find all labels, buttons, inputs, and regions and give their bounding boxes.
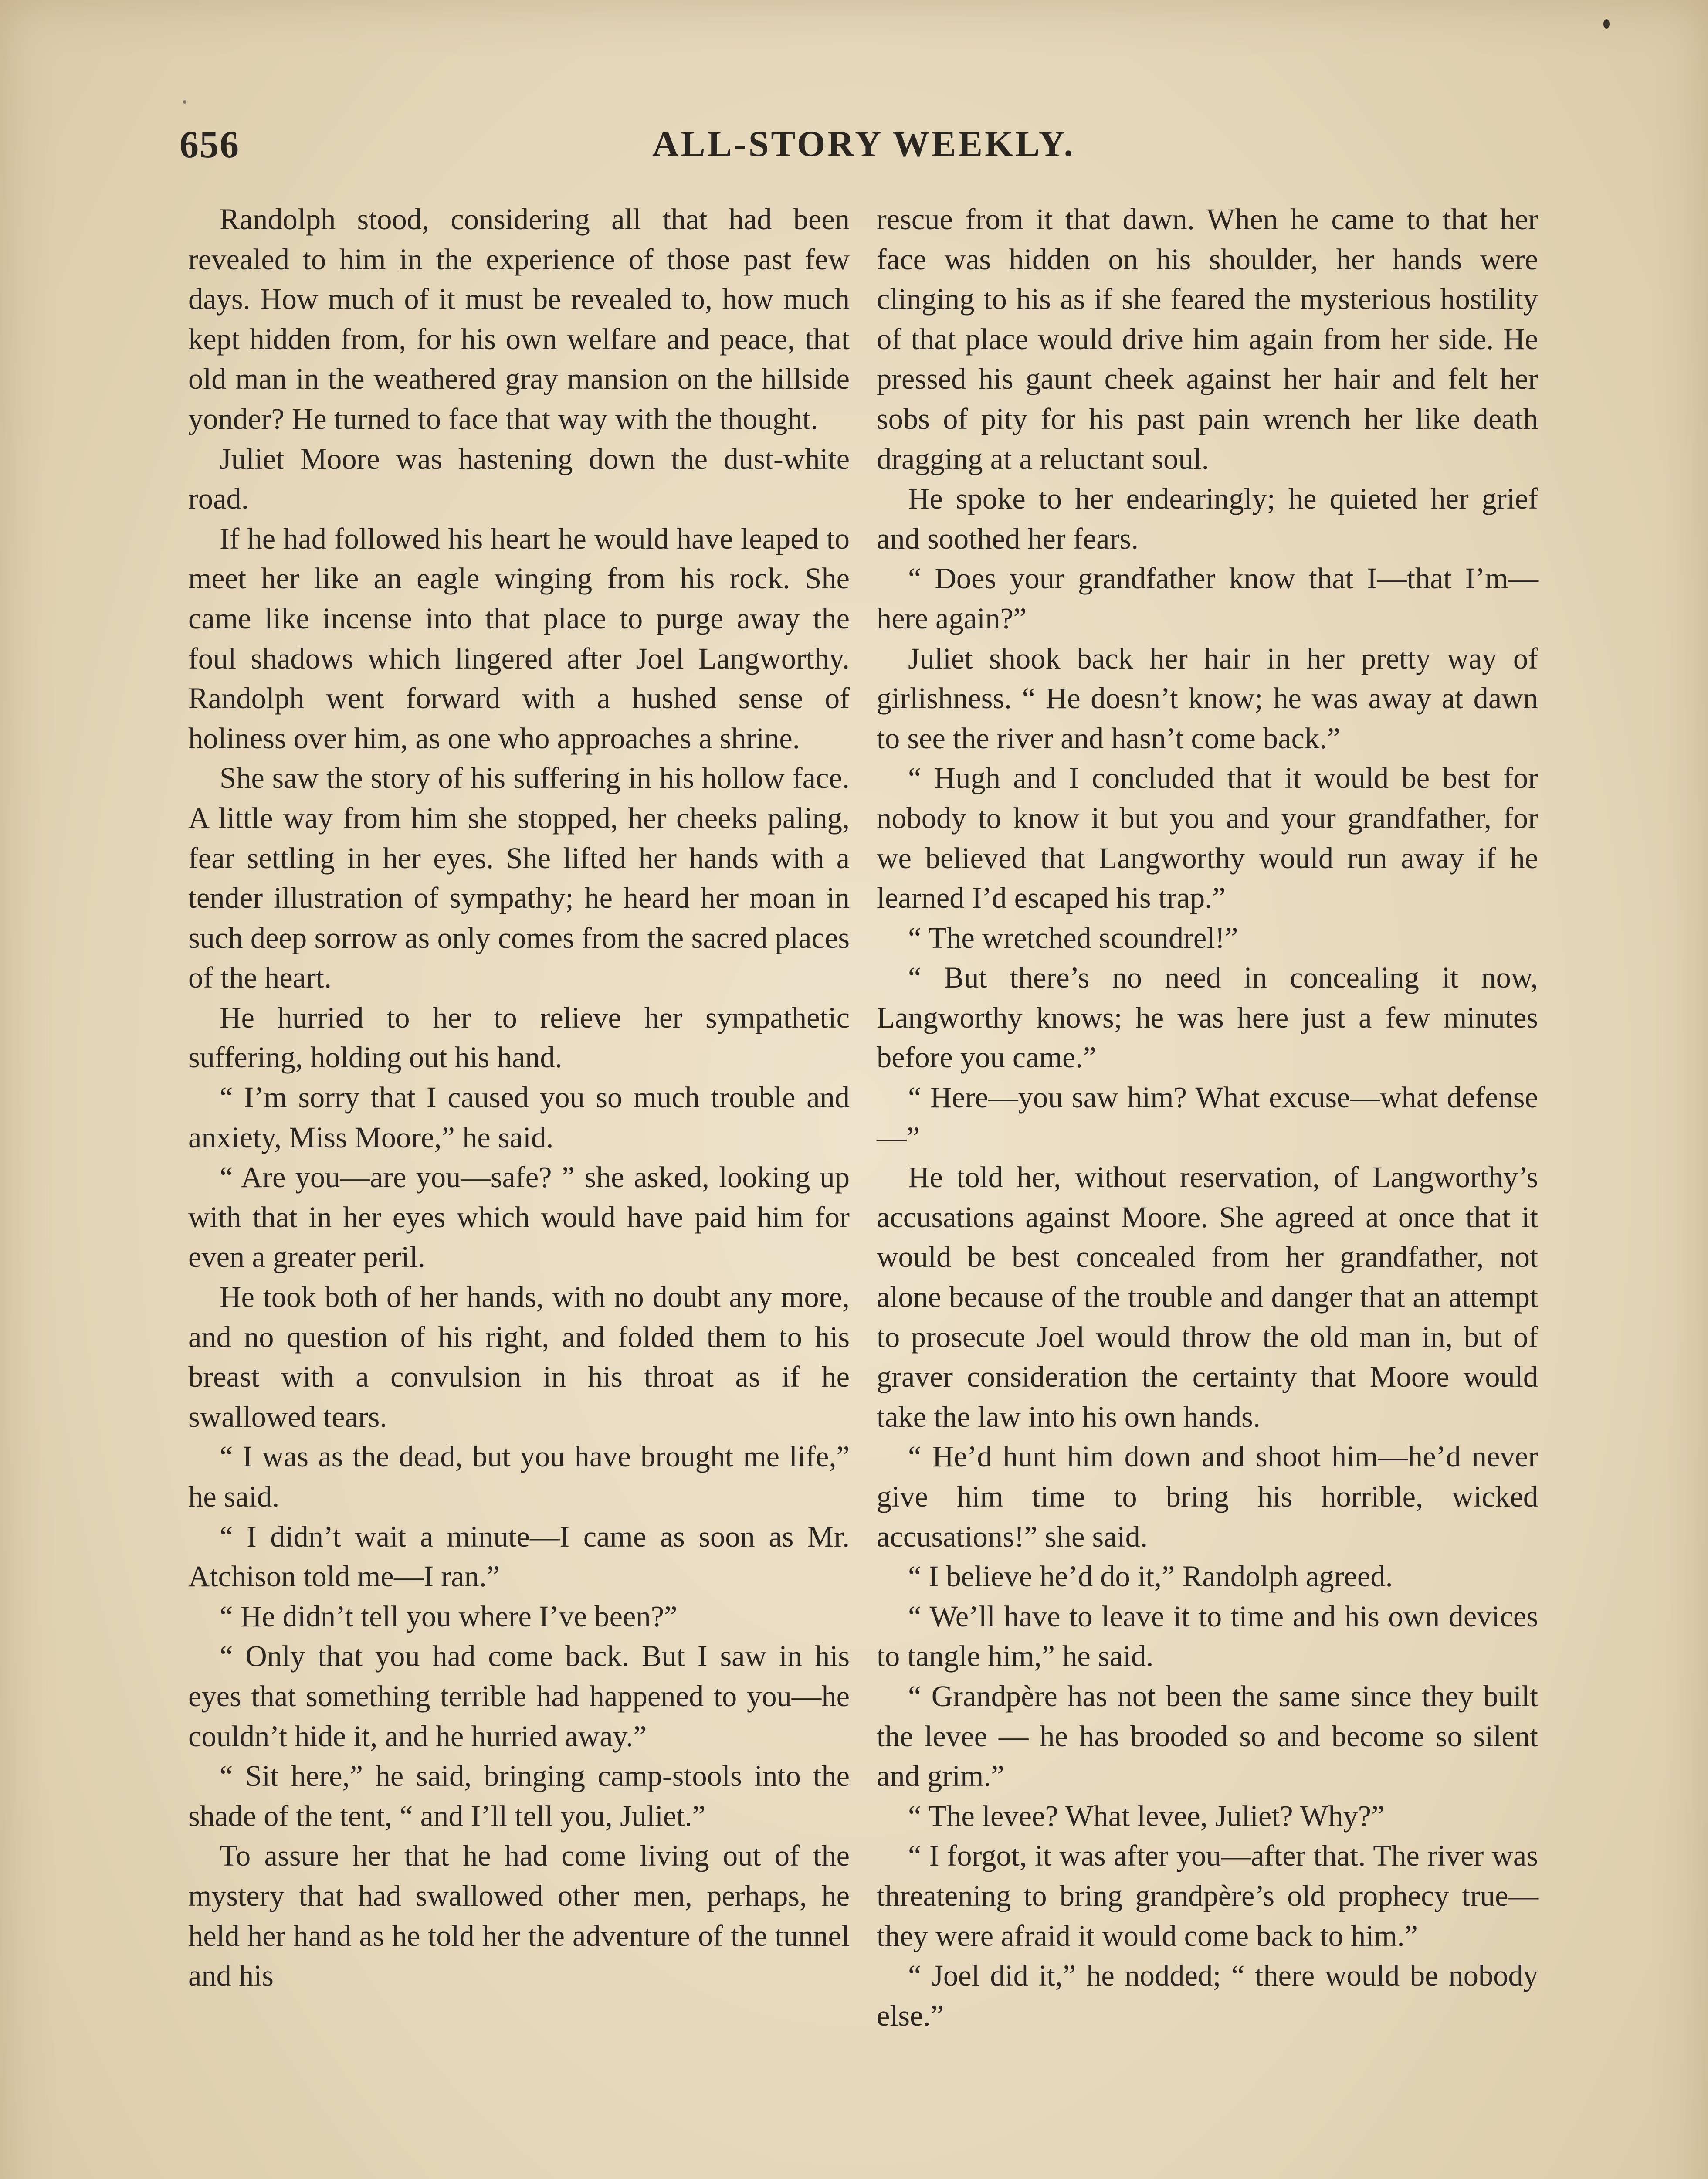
paragraph: She saw the story of his suffering in his hollow face. A little way from him she stopped, her cheeks paling, fear settling in her eyes. She lifted her hands with a tender illustration of sympathy; he heard her moan in such deep sorrow as only comes from the sacred places of the heart. [188,761,850,994]
paragraph: Randolph stood, considering all that had been revealed to him in the experience of those past few days. How much of it must be revealed to, how much kept hidden from, for his own welfare and peace, that old man in the weathered gray mansion on the hillside yonder? He turned to face that way with the thought. [188,203,850,435]
paragraph: “ I forgot, it was after you—after that. The river was threatening to bring grandpère’s old prophecy true—they were afraid it would come back to him.” [877,1839,1538,1952]
paragraph: He hurried to her to relieve her sympathetic suffering, holding out his hand. [188,1001,850,1074]
paragraph: “ He’d hunt him down and shoot him—he’d never give him time to bring his horrible, wicked accusations!” she said. [877,1440,1538,1553]
paragraph: To assure her that he had come living out of the mystery that had swallowed other men, perhaps, he held her hand as he told her the adventure of the tunnel and his [188,1839,850,1992]
paragraph: “ Does your grandfather know that I—that I’m—here again?” [877,562,1538,635]
paragraph: If he had followed his heart he would have leaped to meet her like an eagle winging from his rock. She came like incense into that place to purge away the foul shadows which lingered after Joel Langworthy. Randolph went forward with a hushed sense of holiness over him, as one who approaches a shrine. [188,522,850,755]
running-head: ALL-STORY WEEKLY. [652,124,1075,164]
paragraph: “ Joel did it,” he nodded; “ there would be nobody else.” [877,1959,1538,2032]
paragraph: He took both of her hands, with no doubt any more, and no question of his right, and folded them to his breast with a convulsion in his throat as if he swallowed tears. [188,1280,850,1433]
paragraph: “ But there’s no need in concealing it now, Langworthy knows; he was here just a few minutes before you came.” [877,961,1538,1074]
paragraph: rescue from it that dawn. When he came to that her face was hidden on his shoulder, her hands were clinging to his as if she feared the mysterious hostility of that place would drive him again from her side. He pressed his gaunt cheek against her hair and felt her sobs of pity for his past pain wrench her like death dragging at a reluctant soul. [877,203,1538,475]
paragraph: “ I believe he’d do it,” Randolph agreed. [908,1560,1393,1593]
paragraph: “ The levee? What levee, Juliet? Why?” [908,1799,1385,1833]
paragraph: “ I was as the dead, but you have brought me life,” he said. [188,1440,850,1513]
paragraph: “ We’ll have to leave it to time and his own devices to tangle him,” he said. [877,1599,1538,1673]
page-header [180,123,1530,180]
paragraph: Juliet shook back her hair in her pretty way of girlishness. “ He doesn’t know; he was away at dawn to see the river and hasn’t come back.” [877,641,1538,755]
paragraph: “ Hugh and I concluded that it would be best for nobody to know it but you and your grandfather, for we believed that Langworthy would run away if he learned I’d escaped his trap.” [877,761,1538,915]
paragraph: “ I didn’t wait a minute—I came as soon as Mr. Atchison told me—I ran.” [188,1520,850,1593]
paragraph: Juliet Moore was hastening down the dust-white road. [188,442,850,516]
paragraph: “ The wretched scoundrel!” [908,921,1238,954]
ink-speck [1603,19,1610,29]
page-number: 656 [180,124,240,166]
text-column-left [188,200,850,1996]
paragraph: “ Grandpère has not been the same since they built the levee — he has brooded so and become so silent and grim.” [877,1679,1538,1793]
paragraph: “ I’m sorry that I caused you so much trouble and anxiety, Miss Moore,” he said. [188,1081,850,1154]
paragraph: He told her, without reservation, of Langworthy’s accusations against Moore. She agreed at once that it would be best concealed from her grandfather, not alone because of the trouble and danger that an attempt to prosecute Joel would throw the old man in, but of graver consideration the certainty that Moore would take the law into his own hands. [877,1161,1538,1433]
paragraph: “ Are you—are you—safe? ” she asked, looking up with that in her eyes which would have paid him for even a greater peril. [188,1161,850,1274]
paragraph: “ Sit here,” he said, bringing camp-stools into the shade of the tent, “ and I’ll tell you, Juliet.” [188,1759,850,1833]
paragraph: “ Only that you had come back. But I saw in his eyes that something terrible had happened to you—he couldn’t hide it, and he hurried away.” [188,1639,850,1753]
paragraph: “ He didn’t tell you where I’ve been?” [220,1599,678,1633]
paragraph: “ Here—you saw him? What excuse—what defense—” [877,1081,1538,1154]
ink-speck [183,100,186,104]
paragraph: He spoke to her endearingly; he quieted her grief and soothed her fears. [877,482,1538,555]
text-column-right [877,200,1538,2036]
